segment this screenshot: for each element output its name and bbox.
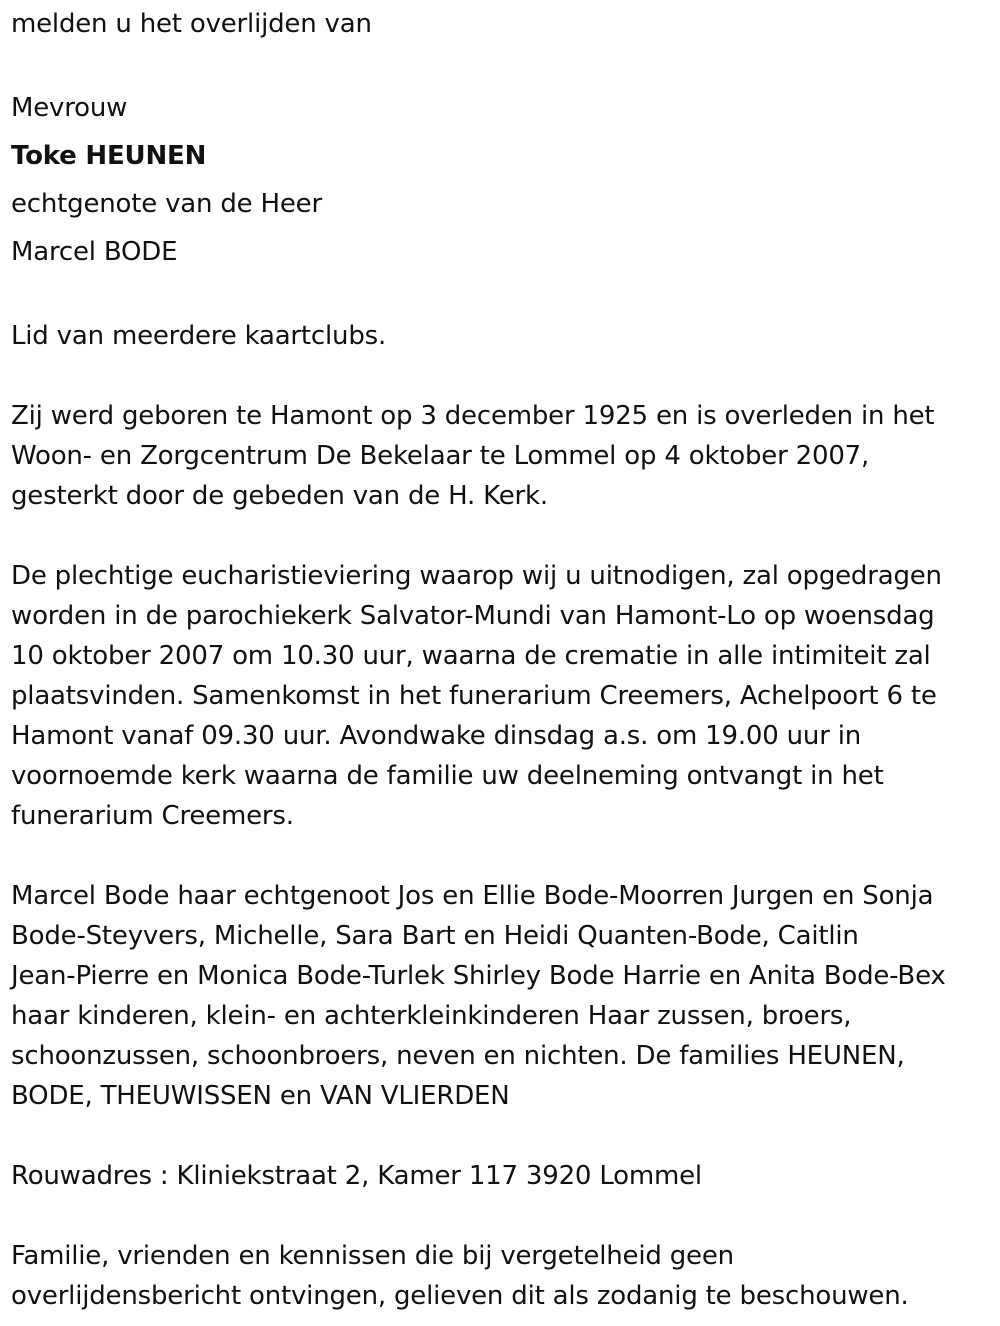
paragraph-line: Jean-Pierre en Monica Bode-Turlek Shirley Bode Harrie en Anita Bode-Bex xyxy=(11,961,946,991)
paragraph-line: schoonzussen, schoonbroers, neven en nichten. De families HEUNEN, xyxy=(11,1041,905,1071)
spacer xyxy=(11,516,991,556)
paragraph-line: voornoemde kerk waarna de familie uw deelneming ontvangt in het xyxy=(11,761,884,791)
paragraph-line: gesterkt door de gebeden van de H. Kerk. xyxy=(11,481,548,511)
spacer xyxy=(11,44,991,84)
paragraph-line: Woon- en Zorgcentrum De Bekelaar te Lommel op 4 oktober 2007, xyxy=(11,441,870,471)
deceased-name: Toke HEUNEN xyxy=(11,141,207,171)
paragraph-line: 10 oktober 2007 om 10.30 uur, waarna de crematie in alle intimiteit zal xyxy=(11,641,931,671)
spacer xyxy=(11,836,991,876)
honorific: Mevrouw xyxy=(11,93,128,123)
paragraph-line: BODE, THEUWISSEN en VAN VLIERDEN xyxy=(11,1081,510,1111)
paragraph-line: overlijdensbericht ontvingen, gelieven dit als zodanig te beschouwen. xyxy=(11,1281,909,1311)
closing-paragraph xyxy=(11,1236,991,1316)
paragraph-line: plaatsvinden. Samenkomst in het funerarium Creemers, Achelpoort 6 te xyxy=(11,681,937,711)
spouse-name: Marcel BODE xyxy=(11,237,178,267)
paragraph-line: De plechtige eucharistieviering waarop wij u uitnodigen, zal opgedragen xyxy=(11,561,942,591)
birth-death-paragraph xyxy=(11,396,991,516)
paragraph-line: worden in de parochiekerk Salvator-Mundi van Hamont-Lo op woensdag xyxy=(11,601,935,631)
paragraph-line: Bode-Steyvers, Michelle, Sara Bart en Heidi Quanten-Bode, Caitlin xyxy=(11,921,859,951)
paragraph-line: Hamont vanaf 09.30 uur. Avondwake dinsdag a.s. om 19.00 uur in xyxy=(11,721,862,751)
paragraph-line: Familie, vrienden en kennissen die bij vergetelheid geen xyxy=(11,1241,734,1271)
obituary-notice xyxy=(11,4,991,1316)
spacer xyxy=(11,1196,991,1236)
spacer xyxy=(11,1116,991,1156)
family-paragraph xyxy=(11,876,991,1116)
mourning-address: Rouwadres : Kliniekstraat 2, Kamer 117 3920 Lommel xyxy=(11,1161,702,1191)
paragraph-line: Zij werd geboren te Hamont op 3 december 1925 en is overleden in het xyxy=(11,401,935,431)
paragraph-line: haar kinderen, klein- en achterkleinkinderen Haar zussen, broers, xyxy=(11,1001,852,1031)
paragraph-line: Marcel Bode haar echtgenoot Jos en Ellie Bode-Moorren Jurgen en Sonja xyxy=(11,881,934,911)
paragraph-line: funerarium Creemers. xyxy=(11,801,294,831)
ceremony-paragraph xyxy=(11,556,991,836)
spacer xyxy=(11,356,991,396)
intro-text: melden u het overlijden van xyxy=(11,9,372,39)
spouse-label: echtgenote van de Heer xyxy=(11,189,322,219)
membership-text: Lid van meerdere kaartclubs. xyxy=(11,321,387,351)
spacer xyxy=(11,276,991,316)
